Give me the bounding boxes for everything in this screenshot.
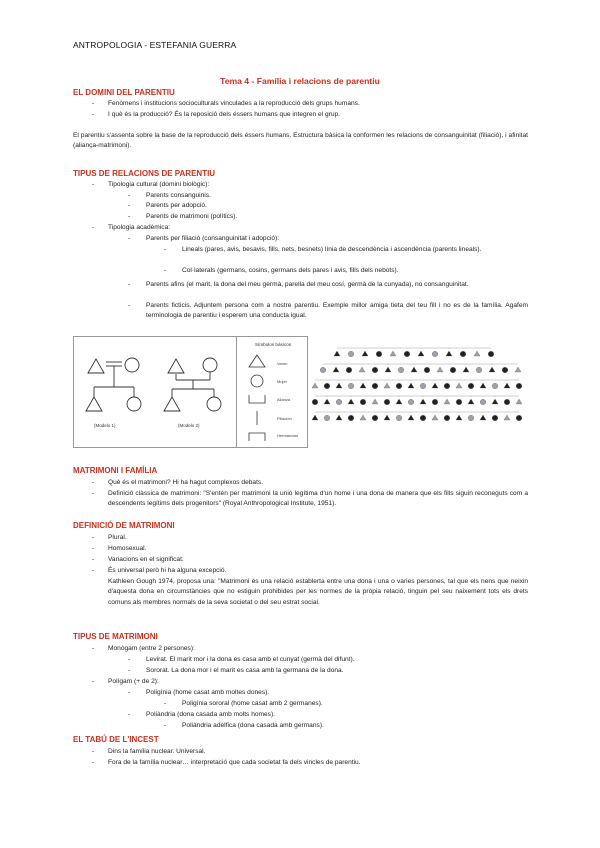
tree-male-symbol [360,383,366,388]
gough-definition: Kathleen Gough 1974, proposa una: "Matrimoni és una relació establerta entre una dona i una o varies persones, tal que els nens que neixin d'aquesta dona en circumstàncies que no estiguin prohibides per les normes de la pròpia relació, tinguin pel seu naixement tots els drets comuns als membres normals de la seva societat o del seu estrat social. [108,578,528,606]
tree-male-symbol [360,415,366,420]
tree-female-symbol [348,383,354,389]
tree-male-symbol [312,383,318,388]
tree-male-symbol [408,415,414,420]
bullet-dash: - [128,302,131,309]
family-tree-image [309,346,531,436]
tree-male-symbol [390,351,396,356]
legend-filiacion: Filiación [277,416,292,421]
heading-definicio-matrimoni: DEFINICIÓ DE MATRIMONI [73,521,175,530]
bullet-dash: - [128,281,131,288]
tree-female-symbol [492,383,498,389]
tree-female-symbol [450,367,456,373]
poliginia-sororal: Poligínia sororal (home casat amb 2 germanes). [182,700,323,707]
tc-item-3: Parents de matrimoni (polítics). [146,213,238,220]
tree-female-symbol [348,351,354,357]
tree-male-symbol [456,415,462,420]
tree-male-symbol [492,399,498,404]
bullet-dash: - [128,656,131,663]
page-header: ANTROPOLOGIA - ESTEFANIA GUERRA [73,40,237,50]
tree-male-symbol [418,351,424,356]
bullet-dash: - [92,100,95,107]
tree-female-symbol [420,415,426,421]
bullet-dash: - [164,700,167,707]
heading-domini-parentiu: EL DOMINI DEL PARENTIU [73,88,175,97]
tree-female-symbol [404,351,410,357]
bullet-dash: - [128,213,131,220]
tree-female-symbol [376,351,382,357]
kinship-models-svg [74,337,236,447]
s1-bullet-1: Fenòmens i institucions socioculturals vinculades a la reproducció dels grups humans. [108,100,360,107]
tree-female-symbol [372,383,378,389]
tree-male-symbol [516,399,522,404]
heading-tabu-incest: EL TABÚ DE L'INCEST [73,735,159,744]
heading-tipus-matrimoni: TIPUS DE MATRIMONI [73,632,158,641]
s4-bullet-3: Variacions en el significat. [108,556,184,563]
tipologia-cultural: Tipologia cultural (domini biològic): [108,181,210,188]
tree-female-symbol [324,415,330,421]
tree-male-symbol [432,383,438,388]
tree-male-symbol [384,383,390,388]
s6-bullet-1: Dins la família nuclear. Universal. [108,748,206,755]
bullet-dash: - [92,479,95,486]
tree-female-symbol [476,367,482,373]
ta-item-1b: Col·laterals (germans, cosins, germans dels pares i avis, fills dels nebots). [182,267,399,274]
tree-female-symbol [444,383,450,389]
heading-tipus-relacions: TIPUS DE RELACIONS DE PARENTIU [73,169,216,178]
bullet-dash: - [128,689,131,696]
tree-male-symbol [362,351,368,356]
legend-title: Símbolos básicos [255,342,292,347]
s3-bullet-2: Definició clàssica de matrimoni: "S'entén per matrimoni la unió legítima d'un home i una dona de manera que els fills siguin reconeguts com a descendents legítims dels progenitors" (Royal Anthropological Institute, 1951). [108,490,528,508]
s3-bullet-1: Què és el matrimoni? Hi ha hagut complexos debats. [108,479,264,486]
tree-female-symbol [468,415,474,421]
model-2-caption: (Modelo 2) [178,423,200,428]
bullet-dash: - [164,246,167,253]
legend-alianza: Alianza [277,397,291,402]
tree-female-symbol [336,399,342,405]
s4-bullet-2: Homosexual. [108,545,147,552]
tree-male-symbol [474,351,480,356]
poliandria: Poliàndria (dona casada amb molts homes). [146,711,276,718]
tree-female-symbol [420,383,426,389]
s6-bullet-2: Fora de la família nuclear… interpretació que cada societat fa dels vincles de parentiu. [108,759,361,766]
tree-female-symbol [456,399,462,405]
tree-male-symbol [504,415,510,420]
sororat: Sororat. La dona mor i el marit es casa amb la germana de la dona. [146,667,344,674]
tree-male-symbol [384,415,390,420]
ta-item-2: Parents afins (el marit, la dona del meu germà, parella del meu cosí, germà de la cunyada), no consanguinitat. [146,281,469,288]
tree-female-symbol [346,367,352,373]
tree-female-symbol [424,367,430,373]
s4-bullet-4: És universal però hi ha alguna excepció. [108,567,227,574]
alliance-symbol [249,395,265,403]
bullet-dash: - [128,192,131,199]
tree-female-symbol [432,351,438,357]
tree-female-symbol [372,367,378,373]
tree-female-symbol [398,367,404,373]
tree-female-symbol [324,383,330,389]
tree-male-symbol [359,367,365,372]
monogam: Monògam (entre 2 persones): [108,645,195,652]
poliginia: Poligínia (home casat amb moltes dones). [146,689,270,696]
bullet-dash: - [164,722,167,729]
bullet-dash: - [92,678,95,685]
tree-male-symbol [336,383,342,388]
tc-item-2: Parents per adopció. [146,202,207,209]
tree-male-symbol [334,351,340,356]
tree-female-symbol [384,399,390,405]
tree-male-symbol [336,415,342,420]
kinship-model-diagram [73,336,237,448]
tree-male-symbol [456,383,462,388]
tree-female-symbol [468,383,474,389]
tree-male-symbol [420,399,426,404]
bullet-dash: - [92,645,95,652]
tree-female-symbol [492,415,498,421]
tipologia-academica: Tipologia acadèmica: [108,224,171,231]
tree-male-symbol [480,383,486,388]
bullet-dash: - [128,667,131,674]
bullet-dash: - [92,759,95,766]
bullet-dash: - [92,556,95,563]
legend-hermandad: Hermandad [277,433,298,438]
bullet-dash: - [92,748,95,755]
tree-male-symbol [444,399,450,404]
bullet-dash: - [164,267,167,274]
tree-male-symbol [396,399,402,404]
bullet-dash: - [92,111,95,118]
female-circle-symbol [251,375,263,387]
tc-item-1: Parents consanguinis. [146,192,211,199]
document-title: Tema 4 - Família i relacions de parentiu [220,76,380,86]
tree-female-symbol [408,399,414,405]
legend-mujer: Mujer [277,379,288,384]
siblinghood-symbol [249,433,265,441]
symbols-legend-svg [237,337,307,447]
bullet-dash: - [92,224,95,231]
tree-female-symbol [502,367,508,373]
tree-female-symbol [460,351,466,357]
male-triangle-symbol [249,355,265,367]
bullet-dash: - [92,490,95,497]
bullet-dash: - [92,181,95,188]
tree-male-symbol [333,367,339,372]
tree-female-symbol [312,399,318,405]
tree-male-symbol [468,399,474,404]
poligam: Polígam (+ de 2): [108,678,159,685]
tree-male-symbol [385,367,391,372]
tree-male-symbol [480,415,486,420]
model-1-caption: (Modelo 1) [94,423,116,428]
tree-male-symbol [348,399,354,404]
tree-male-symbol [432,415,438,420]
tree-female-symbol [348,415,354,421]
legend-varon: Varón [277,361,288,366]
tree-female-symbol [432,399,438,405]
tree-female-symbol [480,399,486,405]
bullet-dash: - [92,545,95,552]
tree-female-symbol [320,367,326,373]
s1-paragraph: El parentiu s'assenta sobre la base de la reproducció dels éssers humans. Estructura bàsica la conformen les relacions de consanguinitat (filiació), i afinitat (aliança-matrimoni). [73,132,528,150]
levirat: Levirat. El marit mor i la dona es casa amb el cunyat (germà del difunt). [146,656,355,663]
tree-male-symbol [411,367,417,372]
ta-item-3: Parents ficticis. Adjuntem persona com a nostre parentiu. Exemple millor amiga tieta del teu fill i no es de la família. Agafem terminologia de parentiu i esperem una conducta igual. [146,302,528,320]
ta-item-1: Parents per filiació (consanguinitat i adopció): [146,235,280,242]
tree-male-symbol [446,351,452,356]
ta-item-1a: Lineals (pares, avis, besavis, fills, nets, besnets) línia de descendència i ascendència (parents lineals). [182,246,482,253]
tree-male-symbol [312,415,318,420]
s1-bullet-2: I què és la producció? És la reposició dels éssers humans que integren el grup. [108,111,341,118]
tree-female-symbol [360,399,366,405]
tree-female-symbol [516,415,522,421]
s4-bullet-1: Plural. [108,534,127,541]
bullet-dash: - [92,567,95,574]
tree-female-symbol [396,415,402,421]
poliandria-adelfica: Poliàndria adèlfica (dona casada amb germans). [182,722,324,729]
bullet-dash: - [128,202,131,209]
bullet-dash: - [128,235,131,242]
tree-male-symbol [463,367,469,372]
tree-male-symbol [489,367,495,372]
heading-matrimoni-familia: MATRIMONI I FAMÍLIA [73,466,158,475]
bullet-dash: - [92,534,95,541]
tree-female-symbol [488,351,494,357]
tree-male-symbol [372,399,378,404]
tree-female-symbol [444,415,450,421]
bullet-dash: - [128,711,131,718]
tree-male-symbol [408,383,414,388]
tree-female-symbol [504,399,510,405]
tree-female-symbol [516,383,522,389]
tree-female-symbol [396,383,402,389]
tree-male-symbol [437,367,443,372]
tree-male-symbol [324,399,330,404]
family-tree-svg [309,346,531,436]
tree-male-symbol [504,383,510,388]
tree-male-symbol [515,367,521,372]
tree-female-symbol [372,415,378,421]
symbols-legend [236,336,308,448]
